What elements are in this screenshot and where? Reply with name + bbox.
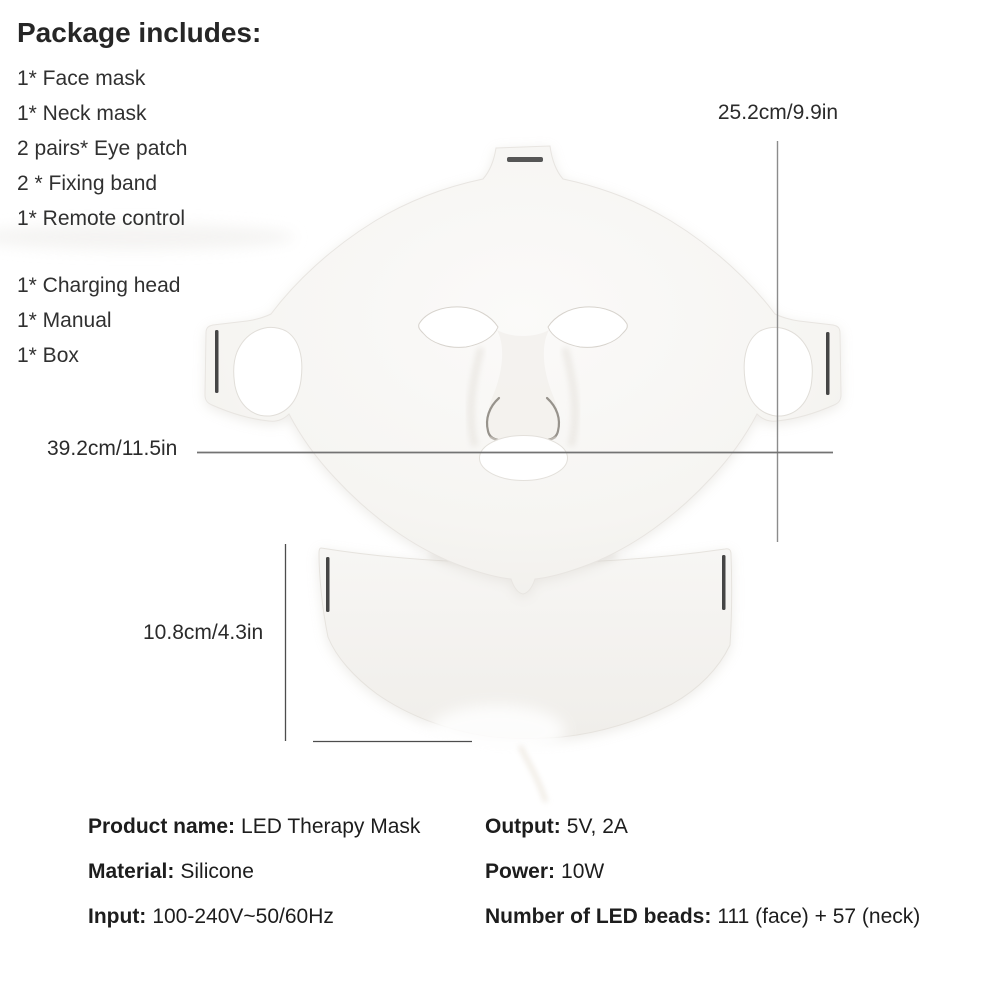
spec-label: Number of LED beads: xyxy=(485,905,712,928)
dimension-label-mask-height: 25.2cm/9.9in xyxy=(717,101,839,124)
charging-cable xyxy=(520,746,546,802)
strap-hole-right xyxy=(744,328,812,417)
spec-row-led-beads xyxy=(485,905,920,928)
spec-row-product-name xyxy=(88,815,420,838)
neck-slot-left xyxy=(326,557,330,612)
strap-hole-left xyxy=(234,328,302,417)
spec-label: Input: xyxy=(88,905,147,928)
spec-label: Material: xyxy=(88,860,175,883)
spec-value: 100-240V~50/60Hz xyxy=(152,905,334,928)
package-item: 2 pairs* Eye patch xyxy=(17,137,188,160)
package-item: 1* Charging head xyxy=(17,274,181,297)
spec-row-output xyxy=(485,815,920,838)
photo-blur xyxy=(429,705,565,757)
package-group-2 xyxy=(17,268,180,373)
package-item: 2 * Fixing band xyxy=(17,172,158,195)
neck-slot-right xyxy=(722,555,726,610)
strap-slot-left xyxy=(215,330,219,393)
spec-row-input xyxy=(88,905,420,928)
package-item: 1* Manual xyxy=(17,309,112,332)
spec-value: 111 (face) + 57 (neck) xyxy=(717,905,921,928)
spec-value: LED Therapy Mask xyxy=(241,815,421,838)
spec-value: 5V, 2A xyxy=(566,815,628,838)
spec-value: 10W xyxy=(561,860,605,883)
spec-value: Silicone xyxy=(180,860,254,883)
package-group-1 xyxy=(17,61,337,236)
spec-row-material xyxy=(88,860,420,883)
dimension-label-mask-width: 39.2cm/11.5in xyxy=(47,437,178,460)
spec-label: Output: xyxy=(485,815,561,838)
spec-label: Power: xyxy=(485,860,556,883)
package-item: 1* Box xyxy=(17,344,79,367)
spec-column-left xyxy=(88,815,420,950)
strap-slot-right xyxy=(826,332,830,395)
spec-label: Product name: xyxy=(88,815,236,838)
top-tab-slot xyxy=(507,157,543,162)
package-title: Package includes: xyxy=(17,17,262,48)
package-item: 1* Remote control xyxy=(17,207,186,230)
spec-row-power xyxy=(485,860,920,883)
package-item: 1* Face mask xyxy=(17,67,146,90)
dimension-label-neck-height: 10.8cm/4.3in xyxy=(143,621,264,644)
package-list xyxy=(17,17,337,367)
spec-column-right xyxy=(485,815,920,950)
package-item: 1* Neck mask xyxy=(17,102,147,125)
mouth-hole xyxy=(480,436,568,481)
